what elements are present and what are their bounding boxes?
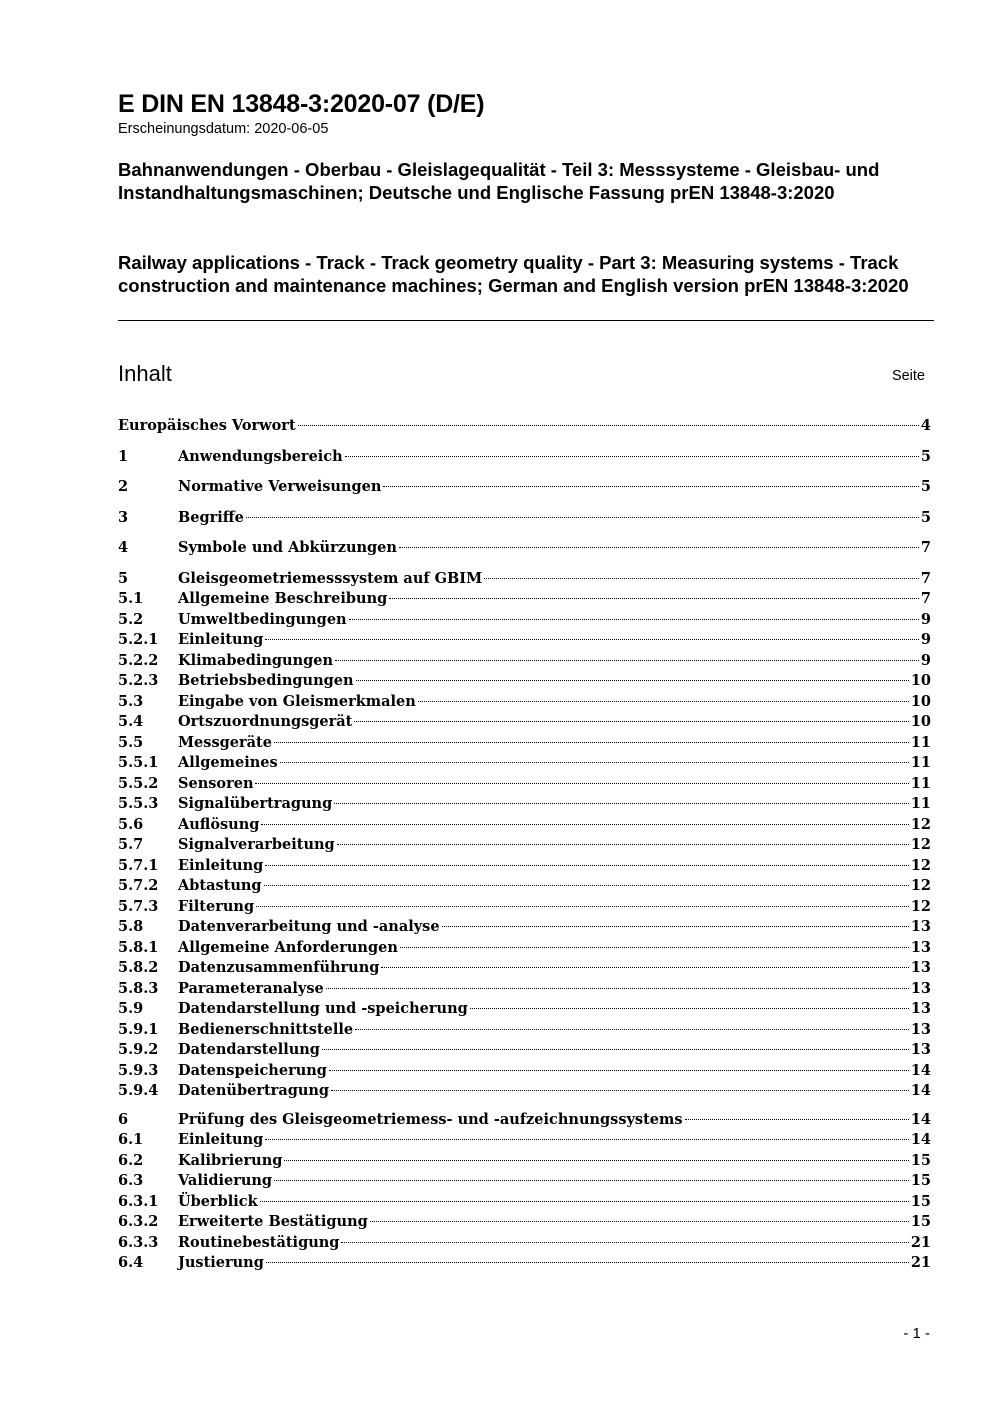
toc-entry-title: Erweiterte Bestätigung	[178, 1213, 368, 1230]
toc-entry-page: 5	[920, 508, 931, 526]
toc-entry[interactable]	[118, 958, 931, 979]
toc-entry[interactable]	[118, 508, 931, 529]
toc-leader	[266, 1262, 909, 1263]
toc-entry-number: 5.5.2	[118, 774, 159, 792]
toc-entry-title: Filterung	[178, 897, 255, 915]
toc-entry[interactable]	[118, 794, 931, 815]
toc-leader	[255, 783, 908, 784]
toc-entry[interactable]	[118, 671, 931, 692]
toc-entry-title: Datenverarbeitung und -analyse	[178, 918, 440, 935]
toc-entry-page: 10	[910, 692, 931, 710]
toc-entry-number: 5.5.3	[118, 795, 159, 812]
toc-entry-number: 5.9	[118, 1000, 144, 1017]
toc-entry-page: 13	[910, 1020, 931, 1038]
toc-entry-title: Überblick	[178, 1192, 258, 1210]
toc-entry[interactable]	[118, 416, 931, 437]
toc-entry-number: 5.2	[118, 610, 144, 628]
toc-entry-page: 15	[910, 1172, 931, 1189]
toc-entry-title: Prüfung des Gleisgeometriemess- und -aufzeichnungssystems	[178, 1110, 683, 1128]
toc-entry-title: Bedienerschnittstelle	[178, 1020, 354, 1038]
toc-entry-title: Auflösung	[178, 815, 260, 833]
toc-entry[interactable]	[118, 447, 931, 468]
toc-entry-number: 6.3.3	[118, 1233, 159, 1251]
toc-entry-number: 5.6	[118, 815, 144, 833]
toc-leader	[337, 844, 909, 845]
toc-entry-title: Allgemeine Beschreibung	[178, 590, 388, 607]
toc-entry-page: 9	[920, 610, 931, 628]
toc-entry-page: 13	[910, 938, 931, 956]
toc-entry-title: Parameteranalyse	[178, 979, 324, 997]
toc-entry-title: Datenspeicherung	[178, 1061, 327, 1079]
toc-entry-number: 6.3	[118, 1172, 144, 1189]
toc-entry[interactable]	[118, 630, 931, 651]
toc-entry[interactable]	[118, 774, 931, 795]
toc-entry[interactable]	[118, 610, 931, 631]
toc-entry[interactable]	[118, 1253, 931, 1274]
toc-leader	[265, 639, 919, 640]
toc-entry[interactable]	[118, 1212, 931, 1233]
toc-entry-page: 13	[910, 979, 931, 997]
toc-entry-number: 6	[118, 1110, 129, 1128]
toc-leader	[349, 619, 919, 620]
toc-entry-number: 5.5	[118, 733, 144, 751]
toc-leader	[470, 1008, 909, 1009]
toc-entry-number: 5.7	[118, 836, 144, 853]
toc-entry-title: Allgemeine Anforderungen	[178, 938, 398, 956]
toc-entry-title: Einleitung	[178, 631, 264, 648]
toc-entry-number: 5	[118, 569, 129, 587]
toc-leader	[685, 1119, 909, 1120]
toc-entry-title: Signalverarbeitung	[178, 836, 335, 853]
toc-entry-number: 5.5.1	[118, 754, 159, 771]
toc-entry[interactable]	[118, 1151, 931, 1172]
document-id: E DIN EN 13848-3:2020-07 (D/E)	[118, 90, 485, 118]
toc-entry-page: 15	[910, 1192, 931, 1210]
toc-leader	[256, 906, 909, 907]
toc-entry[interactable]	[118, 651, 931, 672]
toc-entry-number: 5.8.1	[118, 938, 159, 956]
toc-entry-page: 11	[910, 754, 931, 771]
toc-entry[interactable]	[118, 477, 931, 498]
toc-entry-number: 5.8	[118, 918, 144, 935]
toc-leader	[341, 1242, 908, 1243]
toc-entry-number: 3	[118, 508, 129, 526]
page-number: - 1 -	[903, 1325, 930, 1342]
toc-entry-page: 15	[910, 1151, 931, 1169]
toc-entry-page: 12	[910, 897, 931, 915]
toc-entry[interactable]	[118, 733, 931, 754]
toc-entry[interactable]	[118, 1192, 931, 1213]
toc-entry[interactable]	[118, 1110, 931, 1131]
toc-entry-title: Klimabedingungen	[178, 651, 334, 669]
toc-leader	[246, 517, 919, 518]
toc-entry-title: Europäisches Vorwort	[118, 417, 296, 434]
toc-entry-number: 6.2	[118, 1151, 144, 1169]
toc-entry-page: 14	[910, 1061, 931, 1079]
toc-entry-page: 14	[910, 1131, 931, 1148]
toc-leader	[331, 1090, 909, 1091]
toc-entry-title: Datendarstellung	[178, 1041, 320, 1058]
toc-entry-number: 5.9.4	[118, 1082, 159, 1099]
toc-entry[interactable]	[118, 569, 931, 590]
header-divider	[118, 320, 934, 321]
toc-entry-title: Allgemeines	[178, 754, 278, 771]
toc-entry-number: 5.8.2	[118, 959, 159, 976]
toc-entry-page: 12	[910, 856, 931, 874]
toc-entry-number: 5.7.2	[118, 877, 159, 894]
toc-entry-page: 11	[910, 795, 931, 812]
toc-leader	[334, 803, 909, 804]
toc-leader	[284, 1160, 908, 1161]
toc-entry-title: Abtastung	[178, 877, 262, 894]
toc-leader	[274, 1180, 909, 1181]
toc-entry[interactable]	[118, 589, 931, 610]
toc-entry-title: Umweltbedingungen	[178, 610, 347, 628]
toc-entry-number: 1	[118, 447, 129, 465]
toc-entry[interactable]	[118, 538, 931, 559]
toc-entry-title: Datenzusammenführung	[178, 959, 380, 976]
toc-entry-number: 5.7.1	[118, 856, 159, 874]
toc-entry-page: 11	[910, 733, 931, 751]
title-german: Bahnanwendungen - Oberbau - Gleislagequalität - Teil 3: Messsysteme - Gleisbau- und Instandhaltungsmaschinen; Deutsche und Englische Fassung prEN 13848-3:2020	[118, 159, 880, 203]
toc-entry-title: Eingabe von Gleismerkmalen	[178, 692, 416, 710]
toc-entry-page: 21	[910, 1254, 931, 1271]
toc-entry-page: 5	[920, 447, 931, 465]
toc-leader	[298, 425, 919, 426]
toc-leader	[345, 456, 919, 457]
toc-entry[interactable]	[118, 1130, 931, 1151]
toc-entry-title: Messgeräte	[178, 733, 272, 751]
toc-entry-number: 5.3	[118, 692, 144, 710]
toc-entry-page: 14	[910, 1082, 931, 1099]
toc-leader	[261, 824, 908, 825]
toc-entry-title: Gleisgeometriemesssystem auf GBIM	[178, 569, 483, 587]
toc-entry-page: 10	[910, 672, 931, 689]
toc-entry-page: 21	[910, 1233, 931, 1251]
toc-entry-page: 5	[920, 478, 931, 495]
toc-entry-number: 6.3.1	[118, 1192, 159, 1210]
toc-entry[interactable]	[118, 1040, 931, 1061]
title-english: Railway applications - Track - Track geometry quality - Part 3: Measuring systems - Track construction and maintenance machines; German and English version prEN 13848-3:2020	[118, 252, 909, 296]
toc-entry-page: 13	[910, 1000, 931, 1017]
toc-entry-title: Sensoren	[178, 774, 254, 792]
toc-entry[interactable]	[118, 999, 931, 1020]
toc-leader	[329, 1070, 909, 1071]
toc-entry[interactable]	[118, 938, 931, 959]
toc-entry-title: Kalibrierung	[178, 1151, 283, 1169]
toc-entry[interactable]	[118, 876, 931, 897]
toc-entry-title: Symbole und Abkürzungen	[178, 539, 397, 556]
toc-entry-title: Validierung	[178, 1172, 273, 1189]
toc-entry-number: 4	[118, 539, 129, 556]
toc-entry[interactable]	[118, 712, 931, 733]
toc-entry[interactable]	[118, 1233, 931, 1254]
toc-entry[interactable]	[118, 1171, 931, 1192]
toc-entry-title: Ortszuordnungsgerät	[178, 713, 353, 730]
toc-entry[interactable]	[118, 856, 931, 877]
toc-leader	[354, 721, 908, 722]
toc-leader	[389, 598, 919, 599]
toc-entry-page: 7	[920, 590, 931, 607]
toc-leader	[280, 762, 909, 763]
toc-entry-page: 14	[910, 1110, 931, 1128]
toc-leader	[400, 947, 909, 948]
toc-leader	[442, 926, 909, 927]
toc-entry[interactable]	[118, 917, 931, 938]
toc-entry-number: 5.4	[118, 713, 144, 730]
toc-leader	[370, 1221, 909, 1222]
toc-entry-title: Anwendungsbereich	[178, 447, 343, 465]
toc-leader	[399, 547, 919, 548]
toc-entry-page: 9	[920, 631, 931, 648]
toc-entry-number: 5.1	[118, 590, 144, 607]
toc-leader	[260, 1201, 909, 1202]
toc-leader	[355, 1029, 909, 1030]
toc-entry-page: 13	[910, 959, 931, 976]
toc-entry-title: Normative Verweisungen	[178, 478, 382, 495]
toc-leader	[326, 988, 909, 989]
toc-entry-number: 5.2.1	[118, 631, 159, 648]
toc-entry[interactable]	[118, 835, 931, 856]
toc-leader	[265, 865, 909, 866]
toc-entry-title: Datendarstellung und -speicherung	[178, 1000, 468, 1017]
table-of-contents	[118, 416, 931, 1274]
toc-entry-number: 6.1	[118, 1131, 144, 1148]
toc-entry-title: Begriffe	[178, 508, 244, 526]
toc-leader	[484, 578, 919, 579]
toc-entry-title: Datenübertragung	[178, 1082, 330, 1099]
toc-entry-number: 6.3.2	[118, 1213, 159, 1230]
toc-heading: Inhalt	[118, 361, 172, 386]
toc-entry-number: 5.9.2	[118, 1041, 159, 1058]
publication-date: Erscheinungsdatum: 2020-06-05	[118, 121, 329, 137]
toc-entry[interactable]	[118, 979, 931, 1000]
toc-entry[interactable]	[118, 692, 931, 713]
toc-entry-page: 10	[910, 713, 931, 730]
toc-entry[interactable]	[118, 897, 931, 918]
toc-entry-number: 2	[118, 478, 129, 495]
toc-entry-title: Justierung	[178, 1254, 264, 1271]
toc-leader	[274, 742, 909, 743]
toc-entry[interactable]	[118, 1020, 931, 1041]
toc-entry-title: Einleitung	[178, 1131, 264, 1148]
toc-leader	[356, 680, 909, 681]
toc-entry-page: 12	[910, 836, 931, 853]
toc-entry-page: 11	[910, 774, 931, 792]
toc-entry-title: Signalübertragung	[178, 795, 333, 812]
toc-page-column-label: Seite	[891, 368, 925, 384]
toc-entry[interactable]	[118, 1061, 931, 1082]
toc-entry-number: 5.9.3	[118, 1061, 159, 1079]
toc-leader	[335, 660, 919, 661]
toc-leader	[383, 486, 919, 487]
toc-leader	[418, 701, 909, 702]
toc-entry-number: 5.8.3	[118, 979, 159, 997]
toc-leader	[322, 1049, 909, 1050]
toc-entry-page: 4	[920, 417, 931, 434]
toc-entry-number: 6.4	[118, 1254, 144, 1271]
toc-leader	[264, 885, 909, 886]
toc-entry-number: 5.7.3	[118, 897, 159, 915]
toc-entry-number: 5.2.3	[118, 672, 159, 689]
toc-entry[interactable]	[118, 1081, 931, 1102]
toc-entry-title: Routinebestätigung	[178, 1233, 340, 1251]
toc-entry[interactable]	[118, 753, 931, 774]
toc-entry-page: 13	[910, 1041, 931, 1058]
toc-entry-title: Betriebsbedingungen	[178, 672, 354, 689]
toc-entry-page: 9	[920, 651, 931, 669]
toc-entry-page: 7	[920, 539, 931, 556]
toc-entry-number: 5.2.2	[118, 651, 159, 669]
toc-entry-page: 13	[910, 918, 931, 935]
toc-entry-page: 15	[910, 1213, 931, 1230]
toc-leader	[265, 1139, 909, 1140]
toc-leader	[381, 967, 908, 968]
toc-entry-page: 12	[910, 877, 931, 894]
toc-entry[interactable]	[118, 815, 931, 836]
toc-entry-page: 7	[920, 569, 931, 587]
toc-entry-number: 5.9.1	[118, 1020, 159, 1038]
toc-entry-page: 12	[910, 815, 931, 833]
toc-entry-title: Einleitung	[178, 856, 264, 874]
